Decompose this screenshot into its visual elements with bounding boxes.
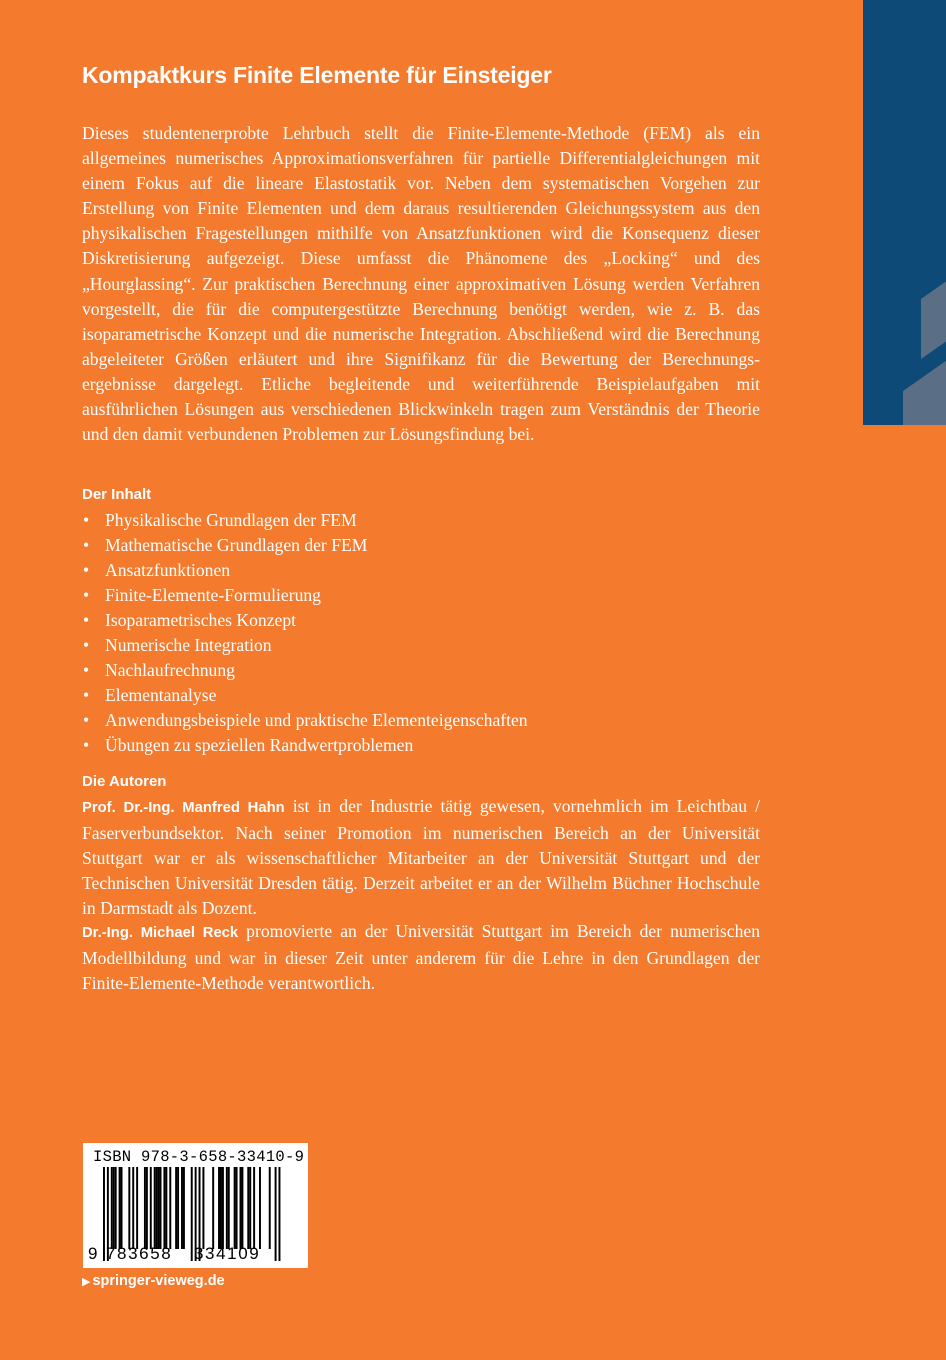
barcode-bar xyxy=(269,1167,271,1249)
list-item: • Anwendungsbeispiele und praktische Elementeigenschaften xyxy=(83,710,528,730)
barcode-bar xyxy=(111,1167,113,1249)
barcode-bar xyxy=(165,1167,167,1249)
barcode-bar xyxy=(249,1167,251,1249)
barcode-bar xyxy=(119,1167,121,1249)
barcode-bar xyxy=(113,1167,115,1249)
decorative-panel xyxy=(863,0,946,425)
barcode-bar xyxy=(222,1167,224,1249)
barcode-bar xyxy=(181,1167,183,1249)
barcode-bar xyxy=(136,1167,138,1249)
decorative-shape xyxy=(903,349,946,425)
barcode-bar xyxy=(115,1167,117,1249)
author-name: Prof. Dr.-Ing. Manfred Hahn xyxy=(82,800,285,816)
barcode-bar xyxy=(212,1167,214,1249)
list-item: • Übungen zu speziellen Randwertproblemen xyxy=(83,735,414,755)
barcode-bar xyxy=(234,1167,236,1249)
book-description: Dieses studentenerprobte Lehrbuch stellt die Finite-Elemente-Methode (FEM) als ein allgemeines numerisches Approximationsverfahren für partielle Differentialgleichungen mit einem Fokus auf die lineare Elastostatik vor. Neben dem systematischen Vorgehen zur Erstellung von Finite Elementen und dem daraus resultierenden Gleichungssystem aus den physikalischen Fragestellungen mithilfe von Ansatzfunktionen wird die Konsequenz dieser Diskretisierung aufgezeigt. Diese umfasst die Phänomene des „Locking“ und des „Hourglassing“. Zur praktischen Berechnung einer approximativen Lösung werden Verfahren vorgestellt, die für die computergestützte Berechnung benötigt werden, wie z. B. das isoparametrische Konzept und die numerische Integration. Abschließend wird die Berechnung abgeleiteter Größen erläutert und ihre Signifikanz für die Bewertung der Berechnungsergebnisse dargelegt. Etliche begleitende und weiterführende Beispielaufgaben mit ausführlichen Lösungen aus verschiedenen Blickwinkeln tragen zum Verständnis der Theorie und den damit verbundenen Problemen zur Lösungsfindung bei. xyxy=(82,123,760,445)
barcode-bar xyxy=(158,1167,160,1249)
list-item: • Mathematische Grundlagen der FEM xyxy=(83,535,368,555)
barcode-bar xyxy=(128,1167,130,1249)
book-title: Kompaktkurs Finite Elemente für Einsteiger xyxy=(82,62,552,88)
barcode-bar xyxy=(103,1167,105,1261)
barcode-bar xyxy=(132,1167,134,1249)
barcode-bar xyxy=(191,1167,193,1261)
list-item: • Physikalische Grundlagen der FEM xyxy=(83,510,357,530)
barcode-bar xyxy=(154,1167,156,1249)
barcode-bar xyxy=(169,1167,171,1249)
barcode-bar xyxy=(220,1167,222,1249)
list-item: • Finite-Elemente-Formulierung xyxy=(83,585,321,605)
contents-list xyxy=(82,508,528,758)
arrow-right-icon: ▶ xyxy=(82,1276,91,1288)
barcode-bar xyxy=(247,1167,249,1249)
barcode-bar xyxy=(175,1167,177,1249)
barcode-bar xyxy=(259,1167,261,1249)
barcode-bar xyxy=(240,1167,242,1249)
barcode-bar xyxy=(241,1167,243,1249)
publisher-website[interactable]: ▶ springer-vieweg.de xyxy=(82,1273,225,1289)
isbn-barcode: ISBN 978-3-658-33410-9 9 783658 334109 xyxy=(83,1143,308,1268)
author-name: Dr.-Ing. Michael Reck xyxy=(82,925,239,941)
authors-heading: Die Autoren xyxy=(82,773,167,790)
list-item: • Nachlaufrechnung xyxy=(83,660,235,680)
barcode-bar xyxy=(146,1167,148,1249)
barcode-bar xyxy=(275,1167,277,1261)
barcode-bar xyxy=(163,1167,165,1249)
author-bio: Prof. Dr.-Ing. Manfred Hahn ist in der Industrie tätig gewesen, vornehmlich im Leichtbau / Faserverbundsektor. Nach seiner Promotion im numerischen Bereich an der Universität Stuttgart war er als wissenschaftlicher Mitarbeiter an der Universität Stuttgart und der Technischen Universität Dresden tätig. Derzeit arbeitet er an der Wilhelm Büchner Hochschule in Darmstadt als Dozent. xyxy=(82,796,761,918)
barcode-bar xyxy=(226,1167,228,1249)
barcode-bar xyxy=(183,1167,185,1249)
isbn-label: ISBN 978-3-658-33410-9 xyxy=(93,1148,305,1166)
list-item: • Isoparametrisches Konzept xyxy=(83,610,297,630)
barcode-bar xyxy=(253,1167,255,1249)
barcode-bar xyxy=(156,1167,158,1249)
barcode-bar xyxy=(279,1167,281,1261)
list-item: • Numerische Integration xyxy=(83,635,272,655)
barcode-bar xyxy=(177,1167,179,1249)
list-item: • Elementanalyse xyxy=(83,685,217,705)
barcode-bar xyxy=(121,1167,123,1249)
barcode-bar xyxy=(228,1167,230,1249)
decorative-shape xyxy=(921,271,946,359)
barcode-bar xyxy=(202,1167,204,1249)
barcode-bar xyxy=(150,1167,152,1249)
barcode-bar xyxy=(144,1167,146,1249)
contents-heading: Der Inhalt xyxy=(82,486,152,503)
barcode-bar xyxy=(218,1167,220,1249)
barcode-bar xyxy=(160,1167,162,1249)
barcode-bar xyxy=(236,1167,238,1249)
list-item: • Ansatzfunktionen xyxy=(83,560,231,580)
author-bio: Dr.-Ing. Michael Reck promovierte an der Universität Stuttgart im Bereich der numerischen Modellbildung und war in dieser Zeit unter anderem für die Lehre in den Grundlagen der Finite-Elemente-Methode verantwortlich. xyxy=(82,921,760,993)
